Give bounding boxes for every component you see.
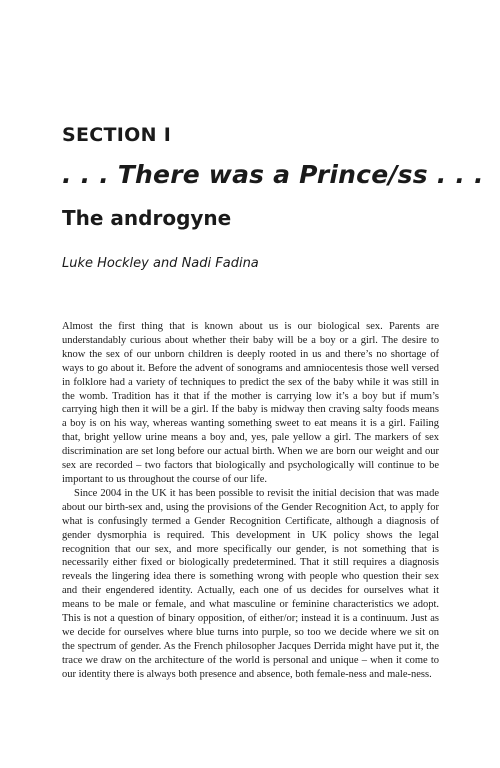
- body-text: [62, 320, 439, 682]
- paragraph-1: Almost the first thing that is known about us is our biological sex. Parents are understandably curious about whether their baby will be a boy or a girl. The desire to know the sex of our unborn children is deeply rooted in us and there’s no shortage of ways to go about it. Before the advent of sonograms and amniocentesis those well versed in folklore had a variety of techniques to predict the sex of the baby while it was still in the womb. Tradition has it that if the mother is carrying low it’s a boy but if mum’s carrying high then it will be a girl. If the baby is midway then craving salty foods means a boy is on his way, whereas wanting something sweet to eat means it is a girl. Failing that, bright yellow urine means a boy and, yes, pale yellow a girl. The markers of sex discrimination are set long before our actual birth. When we are born our weight and our sex are recorded – two factors that biologically and psychologically will continue to be important to us throughout the course of our life.: [62, 321, 439, 485]
- section-title: . . . There was a Prince/ss . . .: [62, 160, 484, 189]
- section-label: SECTION I: [62, 124, 172, 146]
- chapter-title: The androgyne: [62, 206, 232, 230]
- chapter-authors: Luke Hockley and Nadi Fadina: [62, 256, 259, 271]
- paragraph-2: Since 2004 in the UK it has been possible to revisit the initial decision that was made about our birth-sex and, using the provisions of the Gender Recognition Act, to apply for what is confusingly termed a Gender Recognition Certificate, although a diagnosis of gender dysmorphia is required. This development in UK policy shows the legal recognition that our sex, and more specifically our gender, is not something that is necessarily either fixed or biologically predetermined. That it still requires a diagnosis reveals the lingering idea there is something wrong with people who question their sex and their engendered identity. Actually, each one of us decides for ourselves what it means to be male or female, and what masculine or feminine characteristics we adopt. This is not a question of binary opposition, of either/or; instead it is a continuum. Just as we decide for ourselves where blue turns into purple, so too we decide where we sit on the spectrum of gender. As the French philosopher Jacques Derrida might have put it, the trace we draw on the architecture of the world is personal and unique – when it come to our identity there is always both presence and absence, both female-ness and male-ness.: [62, 487, 439, 680]
